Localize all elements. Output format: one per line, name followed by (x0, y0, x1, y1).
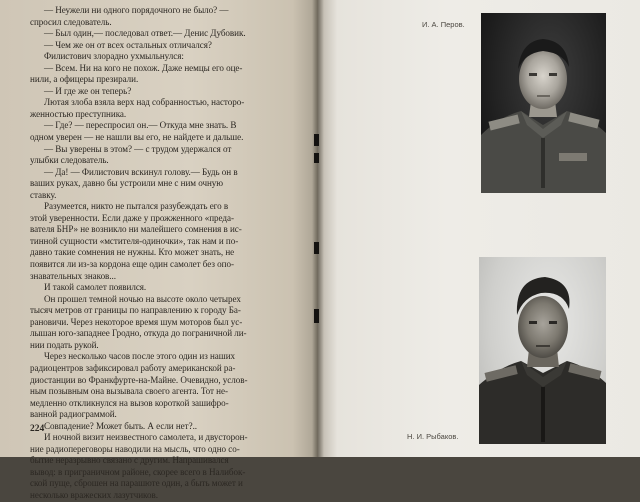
body-text (30, 5, 302, 502)
text-line: ние радиопереговоры наводили на мысль, что одно со- (30, 443, 240, 454)
text-line: нии подать рукой. (30, 339, 99, 350)
text-line: появится ли из-за кордона еще один самолет без опо- (30, 259, 234, 270)
photo-caption-bottom: Н. И. Рыбаков. (407, 432, 459, 441)
text-line: — Да! — Филистович вскинул голову.— Будь он в (44, 166, 238, 177)
text-line: Он прошел темной ночью на высоте около четырех (44, 293, 241, 304)
page-tab (314, 242, 319, 254)
text-line: — Неужели ни одного порядочного не было? — (44, 5, 229, 15)
text-line: ванной радиограммой. (30, 409, 117, 420)
text-line: вывод: в приграничном районе, скорее всего в Налибок- (30, 466, 246, 477)
text-line: тысяч метров от границы по направлению к городу Ба- (30, 305, 241, 316)
text-line: бытие неразрывно связано с другим. Напрашивался (30, 455, 229, 466)
page-number: 224 (30, 424, 45, 434)
text-line: ской пуще, сброшен на парашюте один, а быть может и (30, 478, 243, 489)
text-line: вателя БНР» не возникло ни малейшего сомнения в ис- (30, 224, 242, 235)
portrait-photo-bottom (479, 257, 606, 444)
text-line: медленно откликнулся на вызов короткой зашифро- (30, 397, 229, 408)
text-line: — Чем же он от всех остальных отличался? (44, 39, 212, 50)
text-line: диостанции во Франкфурте-на-Майне. Очевидно, услов- (30, 374, 248, 385)
text-line: — Всем. Ни на кого не похож. Даже немцы его оце- (44, 62, 243, 73)
left-page (0, 0, 318, 500)
text-line: нили, а офицеры презирали. (30, 74, 139, 85)
page-tab (314, 153, 319, 163)
text-line: давно такие сомнения не нужны. Кто может знать, не (30, 247, 235, 258)
text-line: И такой самолет появился. (44, 282, 147, 293)
text-line: ваших руках, давно бы устроили мне с ним очную (30, 178, 224, 189)
text-line: ным позывным она вызывала своего агента. Тот не- (30, 386, 228, 397)
portrait-bottom-image (479, 257, 606, 444)
text-line: улыбки следователь. (30, 155, 109, 166)
text-line: тинной сущности «мстителя-одиночки», так нам и по- (30, 235, 239, 246)
text-line: знавательных знаков... (30, 270, 116, 281)
text-line: этой уверенности. Если даже у прожженного «преда- (30, 212, 234, 223)
portrait-photo-top (481, 13, 606, 193)
page-tabs (314, 0, 320, 457)
text-line: Разумеется, никто не пытался разубеждать его в (44, 201, 229, 212)
text-line: спросил следователь. (30, 16, 112, 27)
text-line: Совпадение? Может быть. А если нет?.. (44, 420, 198, 431)
text-line: — Где? — переспросил он.— Откуда мне знать. В (44, 120, 237, 131)
text-line: одном уверен — не нашли вы его, не найдете и дальше. (30, 132, 244, 143)
text-line: лышан юго-западнее Гродно, откуда до пограничной ли- (30, 328, 247, 339)
text-line: Через несколько часов после этого один из наших (44, 351, 236, 362)
photo-caption-top: И. А. Перов. (422, 20, 465, 29)
text-line: женностью преступника. (30, 108, 127, 119)
text-line: радиоцентров зафиксировал работу американской ра- (30, 362, 236, 373)
text-line: — Был один,— последовал ответ.— Денис Дубовик. (44, 28, 246, 39)
text-line: — И где же он теперь? (44, 85, 132, 96)
text-line: несколько вражеских лазутчиков. (30, 489, 158, 500)
text-line: Лютая злоба взяла верх над собранностью, насторо- (44, 97, 245, 108)
portrait-top-image (481, 13, 606, 193)
text-line: рановичи. Через некоторое время шум моторов был ус- (30, 316, 243, 327)
text-line: Филистович злорадно ухмыльнулся: (44, 51, 184, 62)
page-tab (314, 309, 319, 323)
text-line: И ночной визит неизвестного самолета, и двусторон- (44, 432, 248, 443)
text-line: — Вы уверены в этом? — с трудом удержался от (44, 143, 232, 154)
page-tab (314, 134, 319, 146)
text-line: ставку. (30, 189, 57, 200)
